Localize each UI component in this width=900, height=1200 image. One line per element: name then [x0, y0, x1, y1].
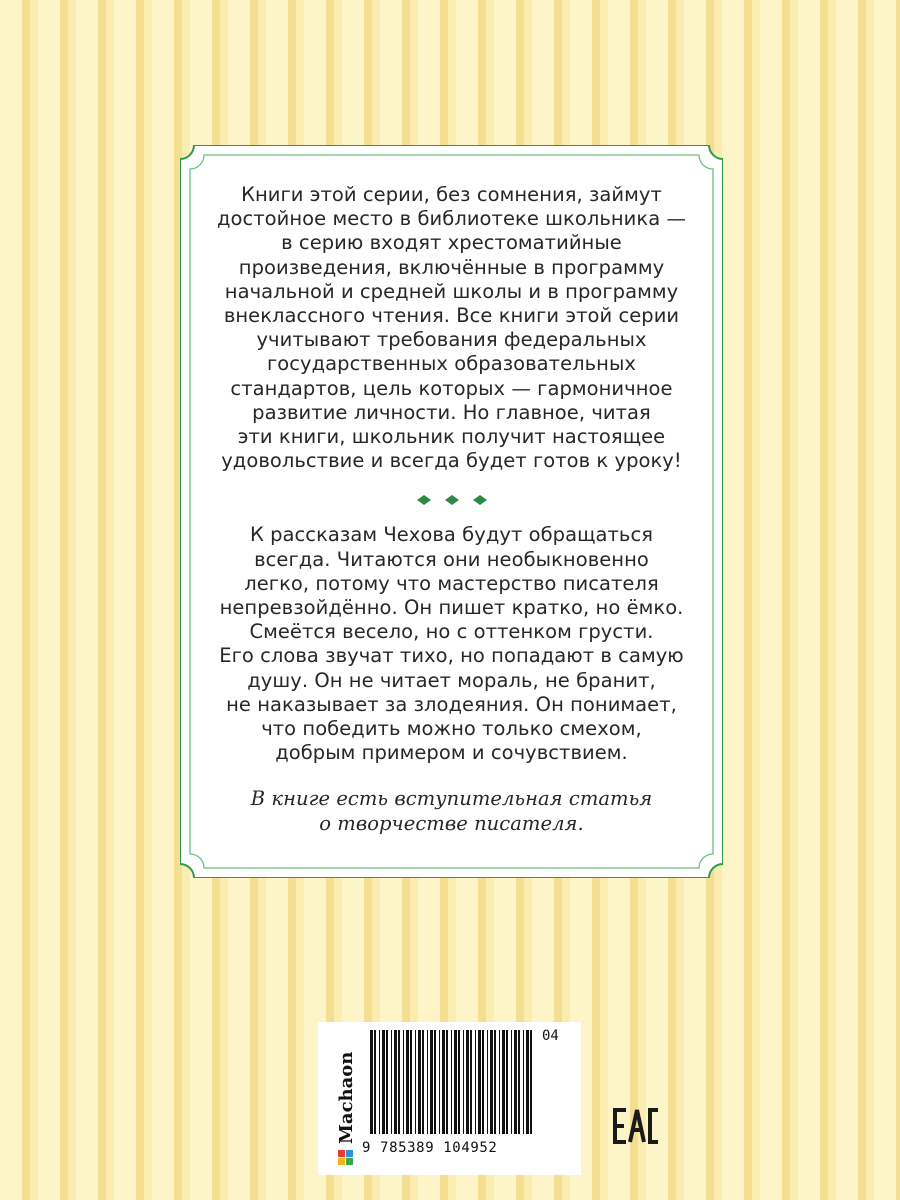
barcode-bar: [415, 1030, 416, 1134]
barcode-bar: [406, 1030, 409, 1134]
barcode-bars: [368, 1030, 538, 1138]
barcode-bar: [374, 1030, 376, 1134]
barcode-bar: [514, 1030, 517, 1134]
barcode-bar: [430, 1030, 433, 1134]
barcode-bar: [454, 1030, 457, 1134]
barcode-bar: [398, 1030, 400, 1134]
barcode-bar: [439, 1030, 440, 1134]
diamond-ornament-icon: [417, 495, 431, 505]
barcode-bar: [386, 1030, 388, 1134]
barcode-bar: [422, 1030, 424, 1134]
section-divider: [210, 493, 693, 507]
barcode-bar: [482, 1030, 484, 1134]
diamond-ornament-icon: [445, 495, 459, 505]
eac-certification-mark: [612, 1107, 660, 1145]
barcode-bar: [382, 1030, 385, 1134]
barcode-addon-digits: 04: [542, 1028, 559, 1044]
barcode-sticker: [318, 1022, 581, 1175]
diamond-ornament-icon: [473, 495, 487, 505]
author-description: К рассказам Чехова будут обращаться всегда. Читаются они необыкновенно легко, потому что мастерство писателя непревзойдённо. Он пишет кратко, но ёмко. Смеётся весело, но с оттенком грусти. Его слова звучат тихо, но попадают в самую душу. Он не читает мораль, не бранит, не наказывает за злодеяния. Он понимает, что победить можно только смехом, добрым примером и сочувствием.: [219, 523, 684, 765]
barcode-bar: [506, 1030, 508, 1134]
barcode-bar: [466, 1030, 469, 1134]
barcode-bar: [463, 1030, 464, 1134]
barcode-bar: [391, 1030, 392, 1134]
barcode-bar: [511, 1030, 512, 1134]
blurb-panel: [180, 145, 723, 878]
barcode-bar: [442, 1030, 445, 1134]
barcode-bar: [403, 1030, 404, 1134]
barcode-bar: [530, 1030, 532, 1134]
barcode-bar: [451, 1030, 452, 1134]
barcode-bar: [418, 1030, 421, 1134]
barcode-bar: [370, 1030, 373, 1134]
barcode-bar: [410, 1030, 412, 1134]
barcode-bar: [434, 1030, 436, 1134]
barcode-bar: [526, 1030, 529, 1134]
barcode-bar: [458, 1030, 460, 1134]
series-description: Книги этой серии, без сомнения, займут достойное место в библиотеке школьника — в серию входят хрестоматийные произведения, включённые в программу начальной и средней школы и в программу внеклассного чтения. Все книги этой серии учитывают требования федеральных государственных образовательных стандартов, цель которых — гармоничное развитие личности. Но главное, читая эти книги, школьник получит настоящее удовольствие и всегда будет готов к уроку!: [216, 183, 687, 473]
barcode-bar: [502, 1030, 505, 1134]
barcode-bar: [470, 1030, 472, 1134]
barcode-bar: [475, 1030, 476, 1134]
barcode-bar: [394, 1030, 397, 1134]
barcode-bar: [518, 1030, 520, 1134]
publisher-name: Machaon: [336, 1051, 357, 1144]
barcode-bar: [379, 1030, 380, 1134]
barcode-bar: [523, 1030, 524, 1134]
barcode-bar: [490, 1030, 493, 1134]
intro-article-note: В книге есть вступительная статья о творчестве писателя.: [250, 787, 653, 835]
publisher-logo: [326, 1032, 362, 1172]
barcode-bar: [487, 1030, 488, 1134]
barcode-bar: [494, 1030, 496, 1134]
barcode-bar: [427, 1030, 428, 1134]
barcode-bar: [499, 1030, 500, 1134]
barcode-bar: [478, 1030, 481, 1134]
barcode-bar: [446, 1030, 448, 1134]
isbn-digits: 9 785389 104952: [362, 1140, 498, 1156]
